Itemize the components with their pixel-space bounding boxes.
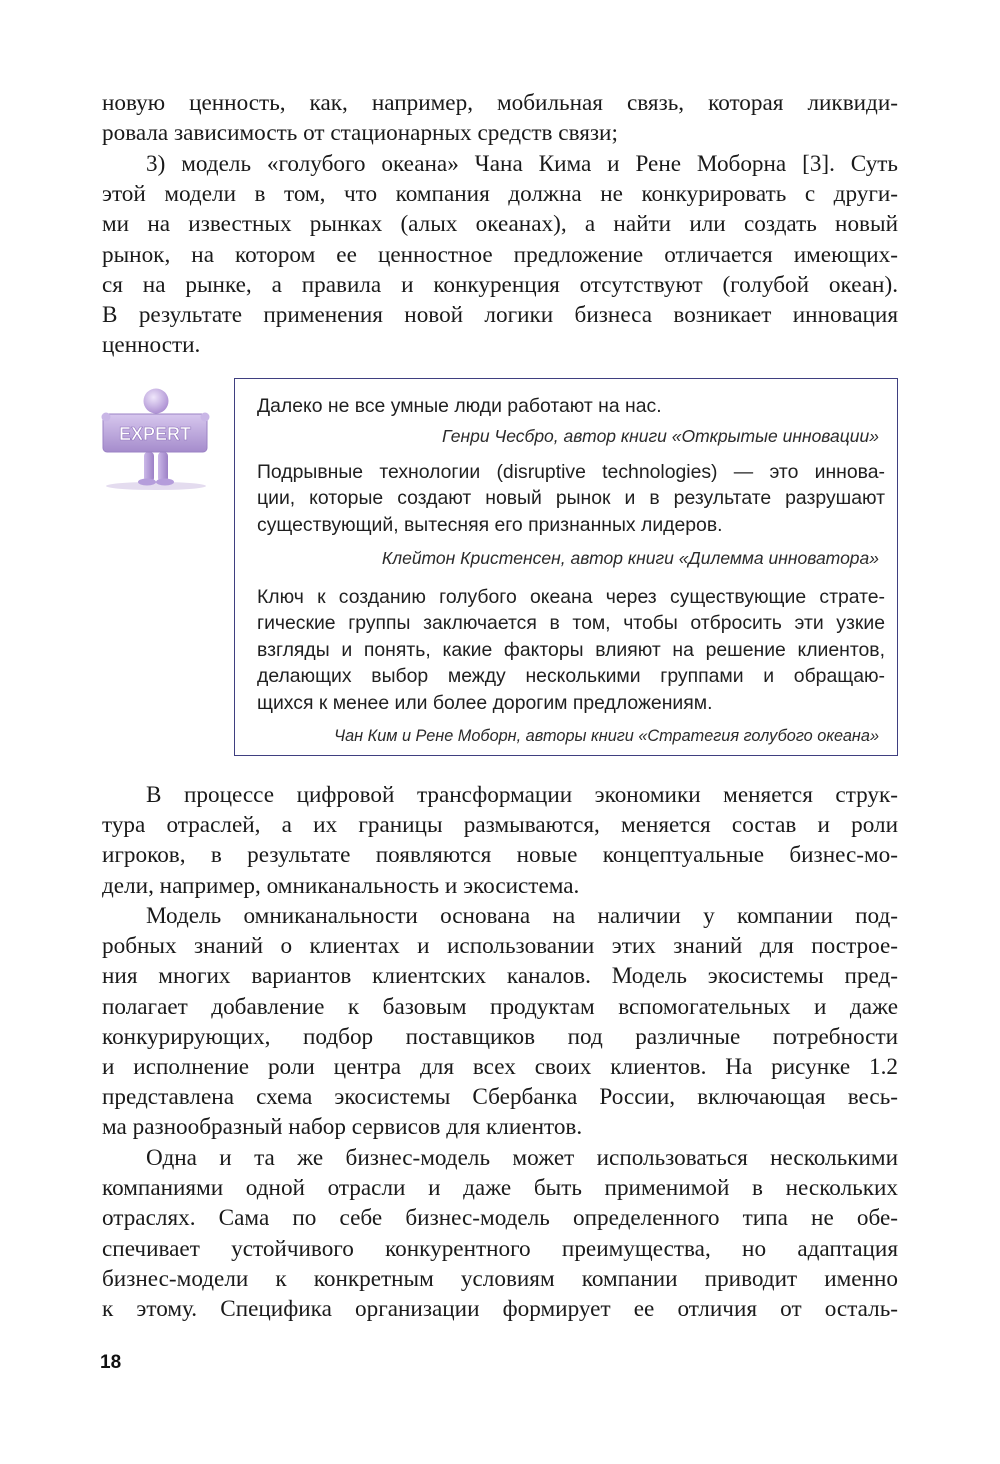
- text-line: представлена схема экосистемы Сбербанка России, включающая весь-: [102, 1084, 898, 1111]
- text-line: гические группы заключается в том, чтобы отбросить эти узкие: [257, 612, 885, 635]
- quote-author: Чан Ким и Рене Моборн, авторы книги «Стратегия голубого океана»: [334, 727, 879, 745]
- text-line: ценности.: [102, 332, 201, 359]
- text-line: ции, которые создают новый рынок и в результате разрушают: [257, 487, 885, 510]
- text-line: отраслях. Сама по себе бизнес-модель определенного типа не обе-: [102, 1205, 898, 1232]
- text-line: игроков, в результате появляются новые концептуальные бизнес-мо-: [102, 842, 898, 869]
- text-line: ми на известных рынках (алых океанах), а найти или создать новый: [102, 211, 898, 238]
- text-line: робных знаний о клиентах и использовании этих знаний для построе-: [102, 933, 898, 960]
- text-line: полагает добавление к базовым продуктам вспомогательных и даже: [102, 993, 898, 1020]
- text-line: ма разнообразный набор сервисов для клиентов.: [102, 1114, 583, 1141]
- text-line: Далеко не все умные люди работают на нас.: [257, 395, 662, 417]
- quote-box: [234, 378, 898, 756]
- quote-author: Клейтон Кристенсен, автор книги «Дилемма инноватора»: [381, 548, 879, 568]
- text-line: В результате применения новой логики бизнеса возникает инновация: [102, 302, 898, 329]
- text-line: ся на рынке, а правила и конкуренция отсутствуют (голубой океан).: [102, 271, 898, 298]
- paragraph-blue-ocean: [102, 149, 898, 360]
- quote-author: Генри Чесбро, автор книги «Открытые инновации»: [441, 426, 879, 446]
- text-line: взгляды и понять, какие факторы влияют на решение клиентов,: [257, 638, 885, 661]
- paragraph-business-model: [102, 1143, 898, 1324]
- text-line: бизнес-модели к конкретным условиям компании приводит именно: [102, 1265, 898, 1292]
- text-line: ния многих вариантов клиентских каналов. Модель экосистемы пред-: [102, 963, 898, 990]
- text-line: к этому. Специфика организации формирует ее отличия от осталь-: [102, 1296, 898, 1323]
- quote-text: [257, 584, 885, 716]
- quote-text: [257, 393, 885, 419]
- text-line: В процессе цифровой трансформации экономики меняется струк-: [146, 782, 898, 808]
- expert-figure-icon: [100, 388, 212, 490]
- text-line: Ключ к созданию голубого океана через существующие страте-: [257, 586, 885, 608]
- expert-sign-label: EXPERT: [118, 424, 192, 444]
- text-line: тура отраслей, а их границы размываются, меняется состав и роли: [102, 812, 898, 839]
- page-number: 18: [100, 1352, 122, 1373]
- text-line: этой модели в том, что компания должна не конкурировать с други-: [102, 181, 898, 208]
- text-line: конкурирующих, подбор поставщиков под различные потребности: [102, 1023, 898, 1050]
- text-line: 3) модель «голубого океана» Чана Кима и Рене Моборна [3]. Суть: [146, 151, 898, 177]
- text-line: Подрывные технологии (disruptive technologies) — это иннова-: [257, 461, 885, 483]
- paragraph-top: [102, 88, 898, 148]
- paragraph-digital: [102, 780, 898, 901]
- text-line: Одна и та же бизнес-модель может использоваться несколькими: [146, 1145, 898, 1171]
- text-line: щихся к менее или более дорогим предложениям.: [257, 691, 713, 714]
- text-line: новую ценность, как, например, мобильная связь, которая ликвиди-: [102, 90, 898, 116]
- text-line: спечивает устойчивого конкурентного преимущества, но адаптация: [102, 1235, 898, 1262]
- text-line: существующий, вытесняя его признанных лидеров.: [257, 513, 723, 536]
- text-line: и исполнение роли центра для всех своих клиентов. На рисунке 1.2: [102, 1054, 898, 1081]
- paragraph-omnichannel: [102, 901, 898, 1143]
- text-line: ровала зависимость от стационарных средств связи;: [102, 120, 618, 147]
- text-line: делающих выбор между несколькими группами и обращаю-: [257, 665, 885, 688]
- text-line: рынок, на котором ее ценностное предложение отличается имеющих-: [102, 241, 898, 268]
- quote-text: [257, 459, 885, 538]
- text-line: компаниями одной отрасли и даже быть применимой в нескольких: [102, 1175, 898, 1202]
- text-line: дели, например, омниканальность и экосистема.: [102, 872, 580, 899]
- text-line: Модель омниканальности основана на наличии у компании под-: [146, 903, 898, 929]
